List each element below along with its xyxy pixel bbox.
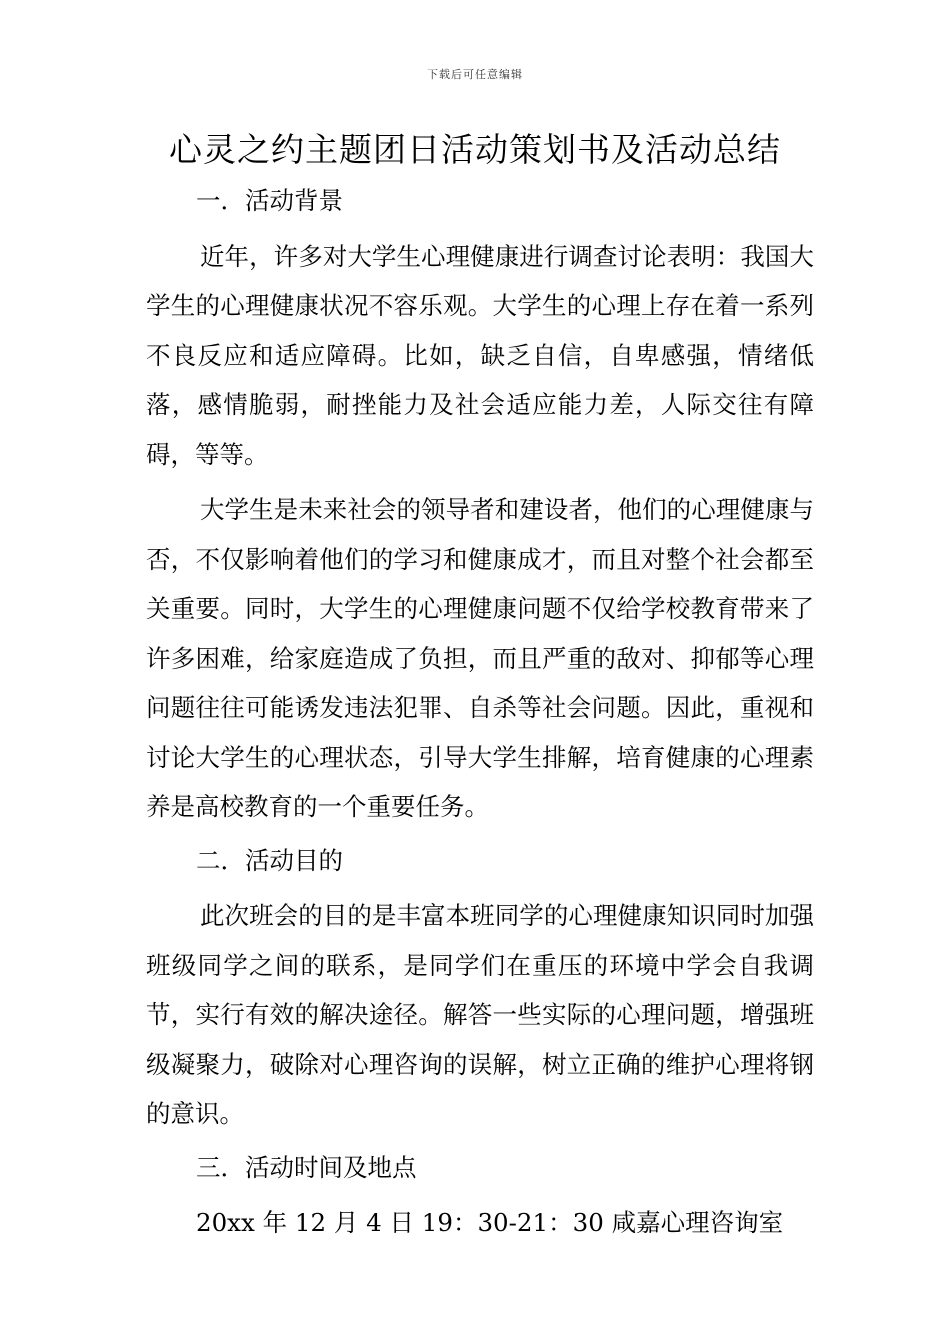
section-heading-background: 一．活动背景 (196, 186, 343, 215)
paragraph-background-1: 近年，许多对大学生心理健康进行调查讨论表明：我国大学生的心理健康状况不容乐观。大学生的心理上存在着一系列不良反应和适应障碍。比如，缺乏自信，自卑感强，情绪低落，感情脆弱，耐挫能力及社会适应能力差，人际交往有障碍，等等。 (146, 241, 814, 469)
document-title: 心灵之约主题团日活动策划书及活动总结 (169, 130, 781, 169)
paragraph-purpose-1: 此次班会的目的是丰富本班同学的心理健康知识同时加强班级同学之间的联系，是同学们在重压的环境中学会自我调节，实行有效的解决途径。解答一些实际的心理问题，增强班级凝聚力，破除对心理咨询的误解，树立正确的维护心理将钢的意识。 (146, 901, 814, 1128)
paragraph-background-2: 大学生是未来社会的领导者和建设者，他们的心理健康与否，不仅影响着他们的学习和健康成才，而且对整个社会都至关重要。同时，大学生的心理健康问题不仅给学校教育带来了许多困难，给家庭造成了负担，而且严重的敌对、抑郁等心理问题往往可能诱发违法犯罪、自杀等社会问题。因此，重视和讨论大学生的心理状态，引导大学生排解，培育健康的心理素养是高校教育的一个重要任务。 (146, 495, 814, 821)
document-body (146, 176, 814, 1248)
section-heading-time-location: 三．活动时间及地点 (196, 1152, 417, 1182)
section-heading-purpose: 二．活动目的 (196, 845, 343, 875)
header-note: 下载后可任意编辑 (427, 68, 523, 81)
time-location-text: 20xx 年 12 月 4 日 19：30-21：30 咸嘉心理咨询室 (196, 1208, 784, 1237)
